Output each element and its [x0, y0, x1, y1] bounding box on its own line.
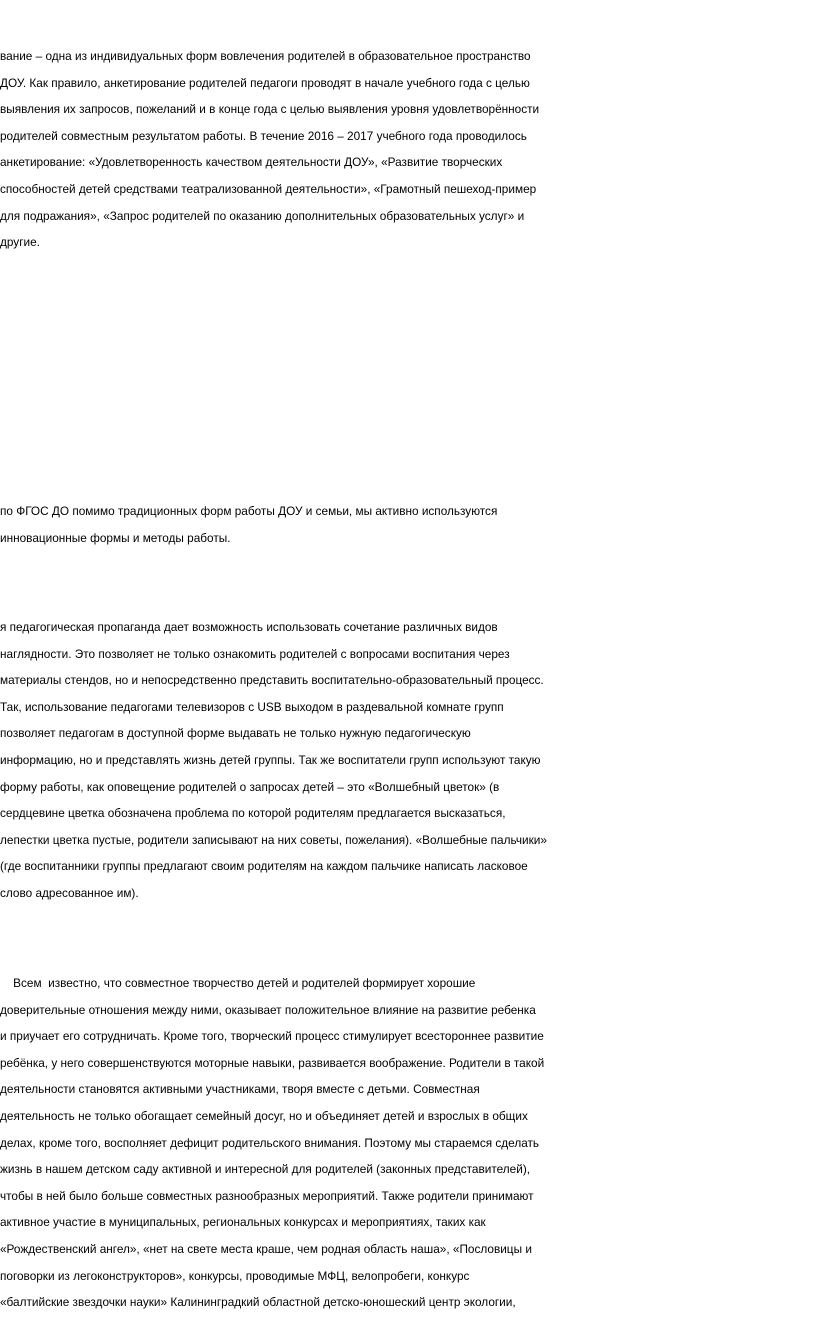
text-line: делах, кроме того, восполняет дефицит родительского внимания. Поэтому мы стараемся сделать	[0, 1135, 540, 1150]
text-line: деятельность не только обогащает семейный досуг, но и объединяет детей и взрослых в общих	[0, 1108, 528, 1123]
text-line: инновационные формы и методы работы.	[0, 530, 231, 545]
text-line: «Рождественский ангел», «нет на свете места краше, чем родная область наша», «Пословицы и	[0, 1241, 532, 1256]
text-line: информацию, но и представлять жизнь детей группы. Так же воспитатели групп используют такую	[0, 752, 541, 767]
text-line: Так, использование педагогами телевизоров с USB выходом в раздевальной комнате групп	[0, 699, 504, 714]
text-line: форму работы, как оповещение родителей о запросах детей – это «Волшебный цветок» (в	[0, 779, 500, 794]
text-line: слово адресованное им).	[0, 885, 139, 900]
paragraph-fgos	[0, 498, 816, 551]
paragraph-visual-propaganda	[0, 614, 816, 907]
text-line: ДОУ. Как правило, анкетирование родителей педагоги проводят в начале учебного года с целью	[0, 75, 530, 90]
text-line: позволяет педагогам в доступной форме выдавать не только нужную педагогическую	[0, 726, 471, 741]
text-line: (где воспитанники группы предлагают своим родителям на каждом пальчике написать ласковое	[0, 859, 528, 874]
text-line: по ФГОС ДО помимо традиционных форм работы ДОУ и семьи, мы активно используются	[0, 504, 498, 518]
text-line: ребёнка, у него совершенствуются моторные навыки, развивается воображение. Родители в такой	[0, 1055, 545, 1070]
text-line: чтобы в ней было больше совместных разнообразных мероприятий. Также родители принимают	[0, 1188, 534, 1203]
text-line: деятельности становятся активными участниками, творя вместе с детьми. Совместная	[0, 1082, 480, 1097]
text-line: лепестки цветка пустые, родители записывают на них советы, пожелания). «Волшебные пальчики»	[0, 832, 547, 847]
text-line: материалы стендов, но и непосредственно представить воспитательно-образовательный процесс.	[0, 673, 544, 688]
text-line: я педагогическая пропаганда дает возможность использовать сочетание различных видов	[0, 620, 498, 634]
text-line: и приучает его сотрудничать. Кроме того, творческий процесс стимулирует всестороннее развитие	[0, 1029, 544, 1044]
text-line: Всем известно, что совместное творчество детей и родителей формирует хорошие	[0, 976, 476, 990]
text-line: поговорки из легоконструкторов», конкурсы, проводимые МФЦ, велопробеги, конкурс	[0, 1268, 470, 1283]
text-line: родителей совместным результатом работы. В течение 2016 – 2017 учебного года проводилось	[0, 128, 527, 143]
text-line: анкетирование: «Удовлетворенность качеством деятельности ДОУ», «Развитие творческих	[0, 155, 503, 170]
text-line: выявления их запросов, пожеланий и в конце года с целью выявления уровня удовлетворённости	[0, 102, 540, 117]
text-line: способностей детей средствами театрализованной деятельности», «Грамотный пешеход-пример	[0, 181, 537, 196]
text-line: другие.	[0, 235, 40, 250]
text-line: доверительные отношения между ними, оказывает положительное влияние на развитие ребенка	[0, 1002, 536, 1017]
text-line: для подражания», «Запрос родителей по оказанию дополнительных образовательных услуг» и	[0, 208, 525, 223]
paragraph-questionnaire	[0, 43, 816, 256]
text-line: наглядности. Это позволяет не только ознакомить родителей с вопросами воспитания через	[0, 646, 510, 661]
text-line: сердцевине цветка обозначена проблема по которой родителям предлагается высказаться,	[0, 806, 506, 821]
text-line: жизнь в нашем детском саду активной и интересной для родителей (законных представителей),	[0, 1162, 531, 1177]
paragraph-joint-creativity	[0, 970, 816, 1316]
text-line: «балтийские звездочки науки» Калининградкий областной детско-юношеский центр экологии,	[0, 1295, 516, 1310]
text-line: активное участие в муниципальных, региональных конкурсах и мероприятиях, таких как	[0, 1215, 486, 1230]
text-line: вание – одна из индивидуальных форм вовлечения родителей в образовательное пространство	[0, 49, 531, 63]
